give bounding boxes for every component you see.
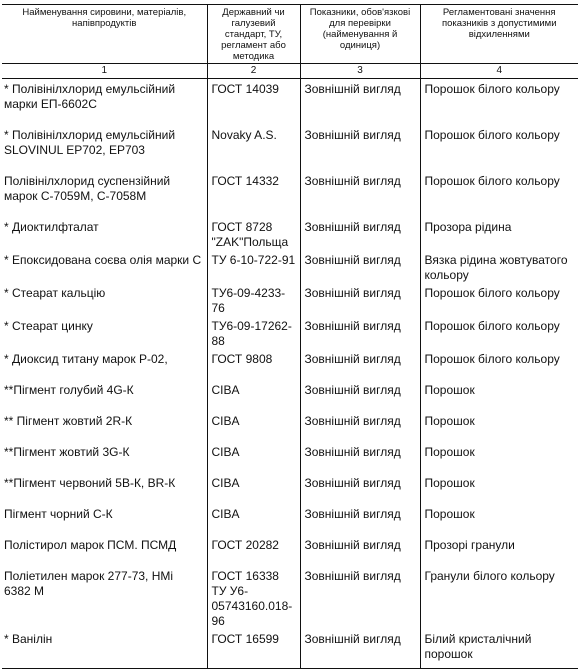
standard-cell (207, 535, 300, 566)
parameter-cell-text: Зовнішній вигляд (304, 82, 401, 96)
standard-cell (207, 250, 300, 283)
parameter-cell-text: Зовнішній вигляд (304, 506, 401, 521)
parameter-cell (300, 504, 420, 535)
material-name-cell-text: * Стеарат кальцію (4, 285, 106, 300)
parameter-cell-text: Зовнішній вигляд (304, 537, 401, 552)
table-row (2, 442, 578, 473)
standard-cell (207, 629, 300, 669)
standard-cell-text: ГОСТ 16599 (211, 631, 279, 646)
value-cell (420, 171, 578, 217)
standard-cell-text: ТУ6-09-4233-76 (211, 285, 286, 315)
material-name-cell (2, 473, 207, 504)
standard-cell (207, 442, 300, 473)
standard-cell-text: CIBA (211, 382, 240, 397)
material-name-cell (2, 283, 207, 316)
material-name-cell-text: Полістирол марок ПСМ. ПСМД (4, 537, 177, 552)
standard-cell-text: ГОСТ 8728 "ZAK"Польща (211, 219, 289, 249)
table-row (2, 629, 578, 669)
material-name-cell (2, 566, 207, 629)
value-cell (420, 629, 578, 669)
standard-cell-text: CIBA (211, 413, 240, 428)
material-name-cell-text: Пігмент чорний С-К (4, 506, 113, 521)
parameter-cell-text: Зовнішній вигляд (304, 413, 401, 428)
material-name-cell-text: Поліетилен марок 277-73, НМі 6382 М (4, 568, 174, 598)
header-material-name: Найменування сировини, матеріалів, напівпродуктів (2, 5, 207, 64)
column-number-3: 3 (300, 64, 420, 79)
value-cell-text: Порошок (424, 444, 475, 459)
column-number-2: 2 (207, 64, 300, 79)
material-name-cell-text: * Стеарат цинку (4, 318, 93, 333)
value-cell (420, 473, 578, 504)
header-parameters: Показники, обов'язкові для перевірки (найменування й одиниця) (300, 5, 420, 64)
value-cell (420, 380, 578, 411)
parameter-cell (300, 535, 420, 566)
standard-cell-text: Novaky A.S. (211, 127, 277, 142)
standard-cell-text: ГОСТ 9808 (211, 351, 273, 366)
material-name-cell (2, 217, 207, 250)
table-row (2, 535, 578, 566)
parameter-cell (300, 217, 420, 250)
table-row (2, 125, 578, 171)
standard-cell (207, 566, 300, 629)
raw-materials-table (2, 4, 578, 669)
parameter-cell (300, 629, 420, 669)
table-row (2, 566, 578, 629)
value-cell-text: Порошок білого кольору (424, 351, 560, 366)
column-number-row (2, 64, 578, 79)
column-number-4: 4 (420, 64, 578, 79)
material-name-cell (2, 504, 207, 535)
value-cell (420, 283, 578, 316)
parameter-cell (300, 411, 420, 442)
table-row (2, 316, 578, 349)
parameter-cell (300, 473, 420, 504)
parameter-cell (300, 349, 420, 380)
standard-cell (207, 411, 300, 442)
value-cell (420, 316, 578, 349)
value-cell (420, 442, 578, 473)
standard-cell (207, 171, 300, 217)
table-row (2, 283, 578, 316)
parameter-cell (300, 380, 420, 411)
value-cell-text: Порошок (424, 506, 475, 521)
value-cell-text: Білий кристалічний порошок (424, 631, 532, 661)
standard-cell (207, 349, 300, 380)
parameter-cell-text: Зовнішній вигляд (304, 444, 401, 459)
standard-cell (207, 283, 300, 316)
standard-cell-text: CIBA (211, 506, 240, 521)
parameter-cell (300, 125, 420, 171)
value-cell-text: Прозора рідина (424, 219, 512, 234)
parameter-cell-text: Зовнішній вигляд (304, 475, 401, 490)
value-cell (420, 250, 578, 283)
value-cell (420, 535, 578, 566)
material-name-cell (2, 79, 207, 125)
standard-cell-text: ТУ6-09-17262-88 (211, 318, 292, 348)
material-name-cell (2, 171, 207, 217)
value-cell-text: Гранули білого кольору (424, 568, 555, 583)
standard-cell (207, 504, 300, 535)
table-row (2, 79, 578, 125)
standard-cell (207, 316, 300, 349)
table-row (2, 473, 578, 504)
value-cell (420, 217, 578, 250)
standard-cell-text: ГОСТ 14039 (211, 82, 279, 96)
parameter-cell (300, 316, 420, 349)
table-body (2, 79, 578, 669)
material-name-cell-text: * Епоксидована соєва олія марки С (4, 252, 202, 267)
standard-cell (207, 125, 300, 171)
table-row (2, 171, 578, 217)
material-name-cell (2, 250, 207, 283)
parameter-cell (300, 171, 420, 217)
material-name-cell (2, 442, 207, 473)
material-name-cell-text: **Пігмент жовтий 3G-К (4, 444, 130, 459)
value-cell-text: Порошок білого кольору (424, 82, 560, 96)
value-cell-text: Порошок (424, 382, 475, 397)
standard-cell-text: ГОСТ 16338 ТУ У6-05743160.018-96 (211, 568, 293, 628)
table-row (2, 217, 578, 250)
standard-cell (207, 79, 300, 125)
parameter-cell (300, 250, 420, 283)
material-name-cell-text: **Пігмент червоний 5В-К, BR-К (4, 475, 176, 490)
material-name-cell-text: **Пігмент голубий 4G-К (4, 382, 134, 397)
value-cell-text: Порошок (424, 475, 475, 490)
header-standard: Державний чи галузевий стандарт, ТУ, регламент або методика (207, 5, 300, 64)
table-row (2, 349, 578, 380)
material-name-cell-text: * Диоктилфталат (4, 219, 99, 234)
parameter-cell (300, 283, 420, 316)
table-header-row (2, 5, 578, 64)
parameter-cell-text: Зовнішній вигляд (304, 318, 401, 333)
material-name-cell-text: * Диоксид титану марок Р-02, (4, 351, 168, 366)
standard-cell (207, 217, 300, 250)
parameter-cell (300, 442, 420, 473)
table-row (2, 250, 578, 283)
value-cell (420, 411, 578, 442)
material-name-cell-text: ** Пігмент жовтий 2R-К (4, 413, 133, 428)
standard-cell-text: ГОСТ 20282 (211, 537, 279, 552)
column-number-1: 1 (2, 64, 207, 79)
material-name-cell (2, 380, 207, 411)
table-row (2, 504, 578, 535)
value-cell-text: Прозорі гранули (424, 537, 515, 552)
parameter-cell-text: Зовнішній вигляд (304, 285, 401, 300)
standard-cell-text: CIBA (211, 475, 240, 490)
standard-cell (207, 380, 300, 411)
material-name-cell-text: Полівінілхлорид суспензійний марок С-7059М, С-7058М (4, 173, 171, 203)
parameter-cell-text: Зовнішній вигляд (304, 382, 401, 397)
parameter-cell-text: Зовнішній вигляд (304, 173, 401, 188)
material-name-cell (2, 411, 207, 442)
parameter-cell-text: Зовнішній вигляд (304, 252, 401, 267)
parameter-cell-text: Зовнішній вигляд (304, 219, 401, 234)
value-cell-text: Вязка рідина жовтуватого кольору (424, 252, 568, 282)
value-cell (420, 79, 578, 125)
value-cell (420, 566, 578, 629)
standard-cell (207, 473, 300, 504)
parameter-cell-text: Зовнішній вигляд (304, 631, 401, 646)
parameter-cell-text: Зовнішній вигляд (304, 127, 401, 142)
standard-cell-text: ТУ 6-10-722-91 (211, 252, 296, 267)
value-cell-text: Порошок (424, 413, 475, 428)
material-name-cell (2, 629, 207, 669)
value-cell (420, 349, 578, 380)
header-values: Регламентовані значення показників з допустимими відхиленнями (420, 5, 578, 64)
material-name-cell-text: * Полівінілхлорид емульсійний марки ЕП-6602С (4, 82, 176, 111)
material-name-cell (2, 535, 207, 566)
table-row (2, 380, 578, 411)
parameter-cell-text: Зовнішній вигляд (304, 351, 401, 366)
material-name-cell (2, 316, 207, 349)
value-cell-text: Порошок білого кольору (424, 127, 560, 142)
material-name-cell (2, 125, 207, 171)
value-cell (420, 125, 578, 171)
standard-cell-text: ГОСТ 14332 (211, 173, 279, 188)
table-row (2, 411, 578, 442)
parameter-cell (300, 566, 420, 629)
value-cell-text: Порошок білого кольору (424, 318, 560, 333)
value-cell-text: Порошок білого кольору (424, 173, 560, 188)
parameter-cell (300, 79, 420, 125)
standard-cell-text: CIBA (211, 444, 240, 459)
value-cell (420, 504, 578, 535)
parameter-cell-text: Зовнішній вигляд (304, 568, 401, 583)
material-name-cell (2, 349, 207, 380)
material-name-cell-text: * Полівінілхлорид емульсійний SLOVINUL EP702, EP703 (4, 127, 176, 157)
material-name-cell-text: * Ванілін (4, 631, 53, 646)
value-cell-text: Порошок білого кольору (424, 285, 560, 300)
